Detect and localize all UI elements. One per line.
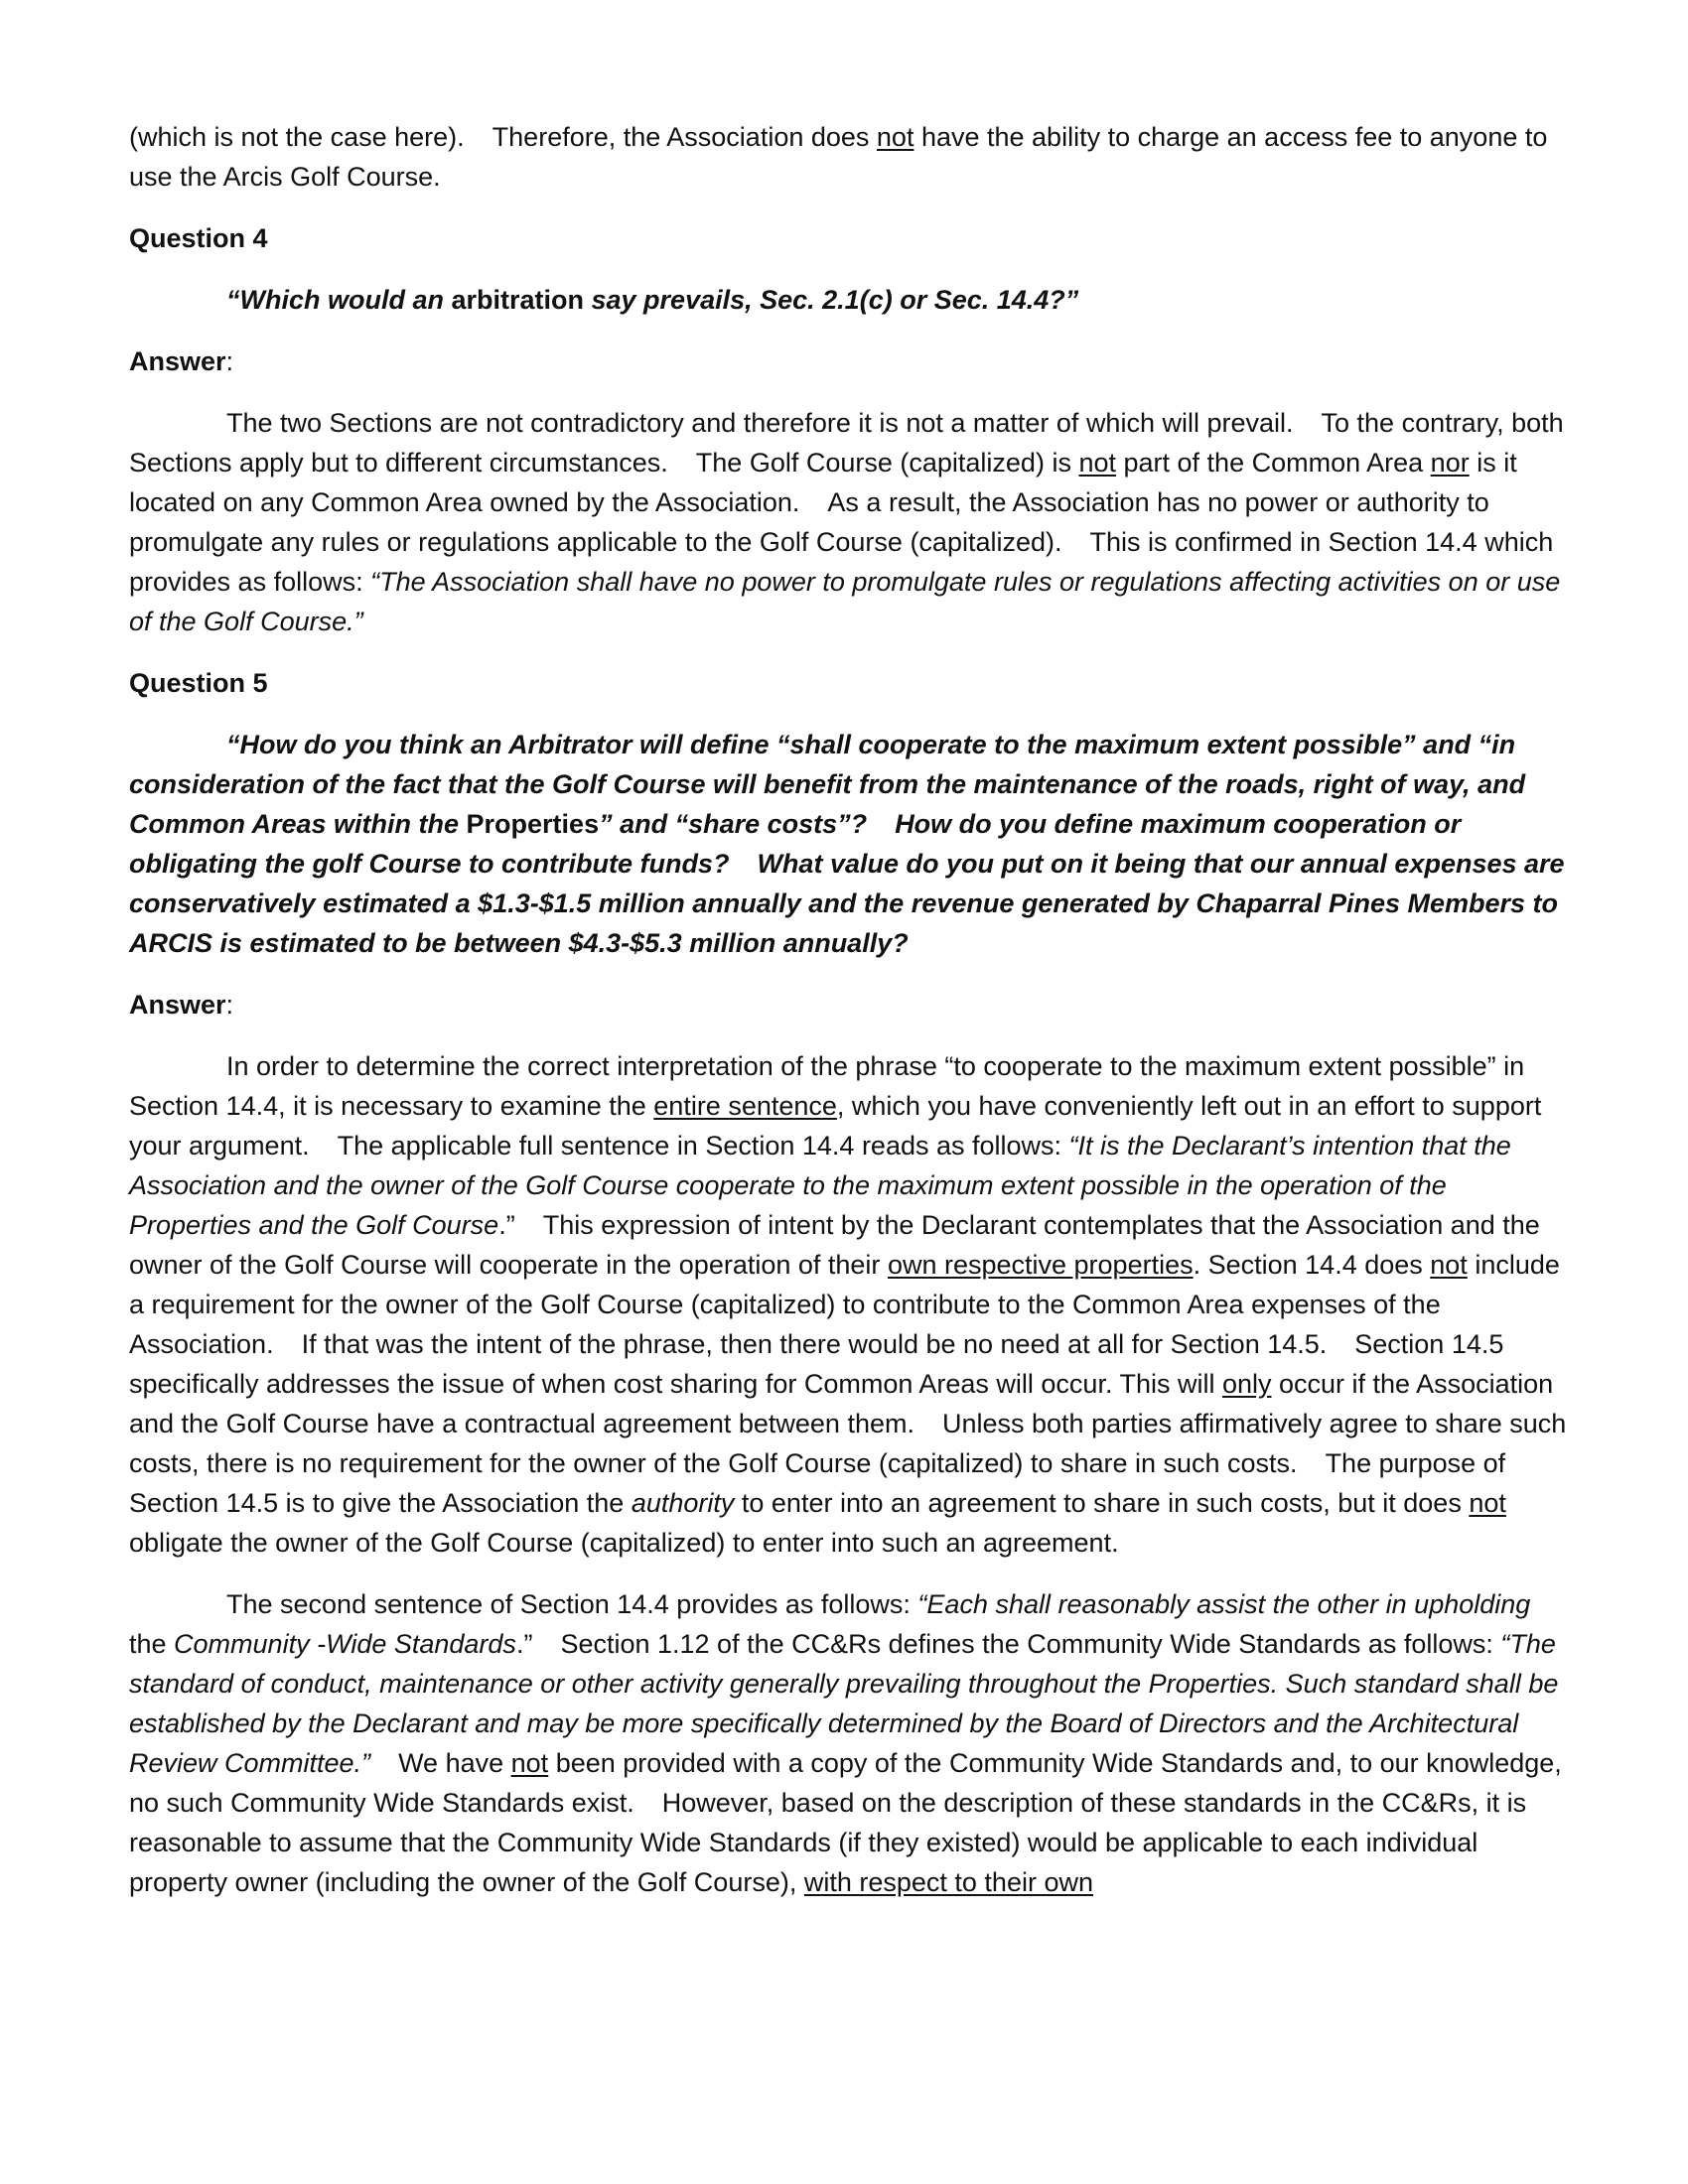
question-4-answer-label: Answer: bbox=[129, 346, 234, 376]
question-5-quote: “How do you think an Arbitrator will define “shall cooperate to the maximum extent possible” and “in consideration of the fact that the Golf Course will benefit from the maintenance of the roads, right of way, and Common Areas within the Properties” and “share costs”? How do you define maximum cooperation or obligating the golf Course to contribute funds? What value do you put on it being that our annual expenses are conservatively estimated a $1.3-$1.5 million annually and the revenue generated by Chaparral Pines Members to ARCIS is estimated to be between $4.3-$5.3 million annually? bbox=[129, 730, 1565, 958]
question-4-quote: “Which would an arbitration say prevails, Sec. 2.1(c) or Sec. 14.4?” bbox=[226, 285, 1079, 315]
question-5-answer-label: Answer: bbox=[129, 990, 234, 1020]
intro-paragraph: (which is not the case here). Therefore, the Association does not have the ability to charge an access fee to anyone to use the Arcis Golf Course. bbox=[129, 122, 1548, 192]
question-5-heading: Question 5 bbox=[129, 668, 268, 698]
document-page bbox=[129, 117, 1574, 1902]
question-5-answer-paragraph-1: In order to determine the correct interpretation of the phrase “to cooperate to the maximum extent possible” in Section 14.4, it is necessary to examine the entire sentence, which you have conveniently left out in an effort to support your argument. The applicable full sentence in Section 14.4 reads as follows: “It is the Declarant’s intention that the Association and the owner of the Golf Course cooperate to the maximum extent possible in the operation of the Properties and the Golf Course.” This expression of intent by the Declarant contemplates that the Association and the owner of the Golf Course will cooperate in the operation of their own respective properties. Section 14.4 does not include a requirement for the owner of the Golf Course (capitalized) to contribute to the Common Area expenses of the Association. If that was the intent of the phrase, then there would be no need at all for Section 14.5. Section 14.5 specifically addresses the issue of when cost sharing for Common Areas will occur. This will only occur if the Association and the Golf Course have a contractual agreement between them. Unless both parties affirmatively agree to share such costs, there is no requirement for the owner of the Golf Course (capitalized) to share in such costs. The purpose of Section 14.5 is to give the Association the authority to enter into an agreement to share in such costs, but it does not obligate the owner of the Golf Course (capitalized) to enter into such an agreement. bbox=[129, 1051, 1567, 1558]
question-4-heading: Question 4 bbox=[129, 223, 268, 253]
question-5-answer-paragraph-2: The second sentence of Section 14.4 provides as follows: “Each shall reasonably assist the other in upholding the Community -Wide Standards.” Section 1.12 of the CC&Rs defines the Community Wide Standards as follows: “The standard of conduct, maintenance or other activity generally prevailing throughout the Properties. Such standard shall be established by the Declarant and may be more specifically determined by the Board of Directors and the Architectural Review Committee.” We have not been provided with a copy of the Community Wide Standards and, to our knowledge, no such Community Wide Standards exist. However, based on the description of these standards in the CC&Rs, it is reasonable to assume that the Community Wide Standards (if they existed) would be applicable to each individual property owner (including the owner of the Golf Course), with respect to their own bbox=[129, 1589, 1562, 1897]
question-4-answer-paragraph: The two Sections are not contradictory and therefore it is not a matter of which will prevail. To the contrary, both Sections apply but to different circumstances. The Golf Course (capitalized) is not part of the Common Area nor is it located on any Common Area owned by the Association. As a result, the Association has no power or authority to promulgate any rules or regulations applicable to the Golf Course (capitalized). This is confirmed in Section 14.4 which provides as follows: “The Association shall have no power to promulgate rules or regulations affecting activities on or use of the Golf Course.” bbox=[129, 408, 1564, 636]
